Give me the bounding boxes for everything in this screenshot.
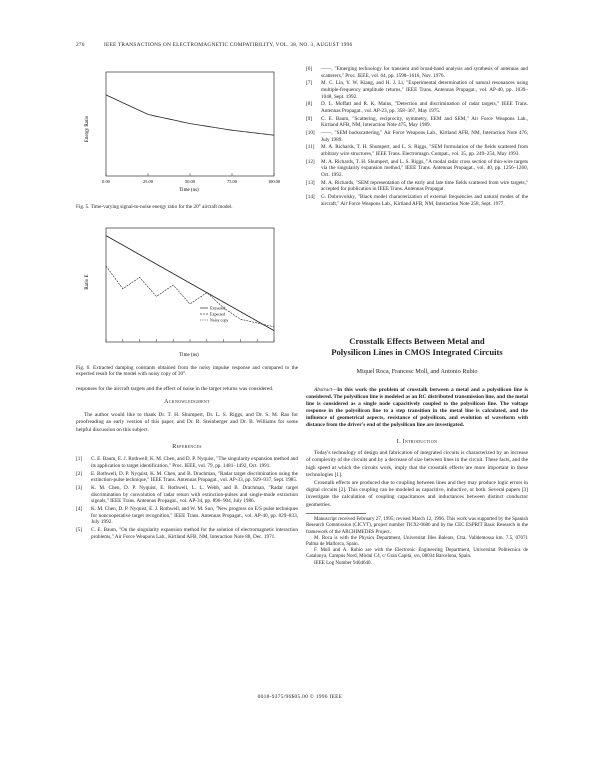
reference-item: [13] M. A. Richards, "SEM representation of the early and late time fields scattered from wire targets," accepted for publication in IEEE Trans. Antennas Propagat. xyxy=(306,179,528,193)
legend-entry: Extracted xyxy=(210,305,226,311)
reference-item: [5] C. E. Baum, "On the singularity expansion method for the solution of electromagnetic interaction problems," Air Force Weapons Lab., Kirtland AFB, NM, Interaction Note 88, Dec. 1971. xyxy=(76,527,298,540)
reference-item: [12] M. A. Richards, T. H. Shumpert, and L. S. Riggs, "A modal radar cross section of thin-wire targets via the singularity expansion method," IEEE Trans. Antennas Propagat., vol. 40, pp. 1256–1260, Oct. 1992. xyxy=(306,158,528,179)
x-tick-label: 0.00 xyxy=(102,179,110,184)
figure-5-ylabel: Energy Ratio xyxy=(85,115,90,143)
footnote-rule xyxy=(306,513,366,514)
reference-item: [14] G. Dobrovolsky, "Black model characterization of external frequencies and natural modes of the aircraft," Air Force Weapons Lab., Kirtland AFB, NM, Interaction Note 258, Sept. 1977. xyxy=(306,194,528,207)
left-column xyxy=(76,386,298,542)
reference-item: [8] D. L. Moffatt and R. K. Mains, "Detection and discrimination of radar targets," IEEE Trans. Antennas Propagat., vol. AP-23, pp. 358–367, May 1975. xyxy=(306,101,528,114)
figure-5-xlabel: Time (ns) xyxy=(179,188,199,193)
page-number: 276 xyxy=(76,42,85,48)
x-tick-label: 50.00 xyxy=(185,179,195,184)
article-authors: Miquel Roca, Francesc Moll, and Antonio Rubio xyxy=(356,368,478,375)
references-heading: References xyxy=(172,444,202,451)
series-line-extracted xyxy=(106,266,274,327)
references-list-right xyxy=(306,66,528,209)
x-tick-label: 100.00 xyxy=(267,179,281,184)
energy-ratio-line xyxy=(106,95,274,135)
figure-5-chart xyxy=(84,64,284,194)
reference-item: [3] K. M. Chen, D. P. Nyquist, E. Rothwell, L. L. Webb, and B. Drachman, "Radar target discrimination by convolution of radar return with extinction-pulses and single-mode extraction signals," IEEE Trans. Antennas Propagat., vol. AP-34, pp. 896–904, July 1986. xyxy=(76,485,298,505)
footnote-log-number: IEEE Log Number 9404640. xyxy=(314,560,372,566)
references-list-left xyxy=(76,456,298,540)
figure-6-ylabel: Ratio E xyxy=(85,274,90,290)
reference-item: [9] C. E. Baum, "Scattering, reciprocity, symmetry, EEM and SEM," Air Force Weapons Lab., Kirtland AFB, NM, Interaction Note 475, May 1989. xyxy=(306,115,528,129)
plot-frame xyxy=(106,228,274,342)
figure-6-xlabel: Time (ns) xyxy=(179,353,199,358)
intro-paragraph-1: Today's technology of design and fabrication of integrated circuits is characterized by an increase of complexity of the circuits and by a decrease of size between lines in the circuit. These facts, and the high speed at which the circuits work, imply that the crosstalk effects are more important in these technologies [1]. xyxy=(306,450,528,479)
abstract-body: In this work the problem of crosstalk between a metal and a polysilicon line is considered. The polysilicon line is modeled as an RC distributed transmission line, and the metal line is considered as a single node capacitively coupled to the polysilicon line. The voltage response in the polysilicon line to a step transition in the metal line is calculated, and the influence of geometrical aspects, resistance of polysilicon, and evolution of waveform with distance from the driver's end of the polysilicon line are investigated. xyxy=(306,387,528,428)
series-line-expected xyxy=(106,236,274,331)
x-tick-label: 25.00 xyxy=(143,179,153,184)
reference-item: [1] C. E. Baum, E. J. Rothwell, K. M. Chen, and D. P. Nyquist, "The singularity expansion method and its application to target identification," Proc. IEEE, vol. 79, pp. 1481–1492, Oct. 1991. xyxy=(76,456,298,470)
footnote-author-1: M. Roca is with the Physics Department, Universitat Illes Balears, Ctra. Valldemossa km. 7.5, 07071 Palma de Mallorca, Spain. xyxy=(306,535,528,548)
reference-item: [10] ——, "SEM backscattering," Air Force Weapons Lab., Kirtland AFB, NM, Interaction Note 476, July 1989. xyxy=(306,130,528,143)
footnote-author-2: F. Moll and A. Rubio are with the Electronic Engineering Department, Universitat Politècnica de Catalunya, Campus Nord, Mòdul C4, c/ Gran Capità, s/n, 08034 Barcelona, Spain. xyxy=(306,548,528,560)
figure-6-chart xyxy=(84,222,284,360)
journal-title: IEEE TRANSACTIONS ON ELECTROMAGNETIC COMPATIBILITY, VOL. 38, NO. 3, AUGUST 1996 xyxy=(104,42,353,48)
abstract-label: Abstract— xyxy=(314,387,338,393)
continued-paragraph: responses for the aircraft targets and the effect of noise in the target returns was considered. xyxy=(76,386,274,392)
acknowledgment-heading: Acknowledgment xyxy=(164,399,210,406)
intro-paragraph-2: Crosstalk effects are produced due to coupling between lines and they may produce logic errors in digital circuits [2]. This coupling can be modeled as capacitive, inductive, or both. Several papers [3] investigate the calculation of coupling capacitances and inductances between distinct conductor geometries. xyxy=(306,479,528,508)
figure-5-caption: Fig. 5. Time-varying signal-to-noise energy ratio for the 20° aircraft model. xyxy=(76,204,233,210)
abstract xyxy=(306,387,528,429)
article-block xyxy=(306,336,528,567)
figure-6-caption: Fig. 6. Extracted damping constants obtained from the noisy impulse response and compared to the expected result for the model with noisy copy of 30°. xyxy=(76,365,298,378)
legend-entry: Noisy copy xyxy=(210,317,229,323)
reference-item: [2] E. Rothwell, D. P. Nyquist, K. M. Chen, and B. Drachman, "Radar target discrimination using the extinction-pulse technique," IEEE Trans. Antennas Propagat., vol. AP-33, pp. 929–937, Sept. 1985. xyxy=(76,470,298,484)
reference-item: [11] M. A. Richards, T. H. Shumpert, and L. S. Riggs, "SEM formulation of the fields scattered from arbitrary wire structures," IEEE Trans. Electromagn. Compat., vol. 35, pp. 249–254, May 1993. xyxy=(306,144,528,158)
introduction-heading: I. Introduction xyxy=(396,439,438,445)
x-tick-label: 75.00 xyxy=(227,179,237,184)
reference-item: [7] M. C. Lin, Y. W. Kiang, and H. J. Li, "Experimental determination of natural resonances using multiple-frequency amplitude returns," IEEE Trans. Antennas Propagat., vol. AP-40, pp. 1039–1048, Sept. 1992. xyxy=(306,80,528,100)
figure-5 xyxy=(84,64,284,204)
legend-entry: Expected xyxy=(210,311,225,317)
footnote-manuscript: Manuscript received February 27, 1995; revised March 12, 1996. This work was supported by the Spanish Research Commission (CICYT), project number TIC92-0686 and by the CEC ESPRIT Basic Research in the framework of the ARCHIMEDES Project. xyxy=(306,517,528,535)
figure-6 xyxy=(84,222,284,362)
reference-item: [6] ——, "Emerging technology for transient and broad-band analysis and synthesis of antennas and scatterers," Proc. IEEE, vol. 64, pp. 1598–1616, Nov. 1976. xyxy=(306,66,528,79)
article-title: Crosstalk Effects Between Metal and Polysilicon Lines in CMOS Integrated Circuits xyxy=(331,336,503,357)
reference-item: [4] K. M. Chen, D. P. Nyquist, E. J. Rothwell, and W. M. Sun, "New progress on E/S pulse techniques for noncooperative target recognition," IEEE Trans. Antennas Propagat., vol. AP-40, pp. 829–833, July 1992. xyxy=(76,506,298,526)
page-footer: 0018-9375/96$05.00 © 1996 IEEE xyxy=(257,694,343,700)
acknowledgment-body: The author would like to thank Dr. T. H. Shumpert, Dr. L. S. Riggs, and Dr. S. M. Rao for proofreading an early version of this paper, and Dr. B. Steinberger and Dr. B. Williams for some helpful discussion on this subject. xyxy=(76,411,298,433)
